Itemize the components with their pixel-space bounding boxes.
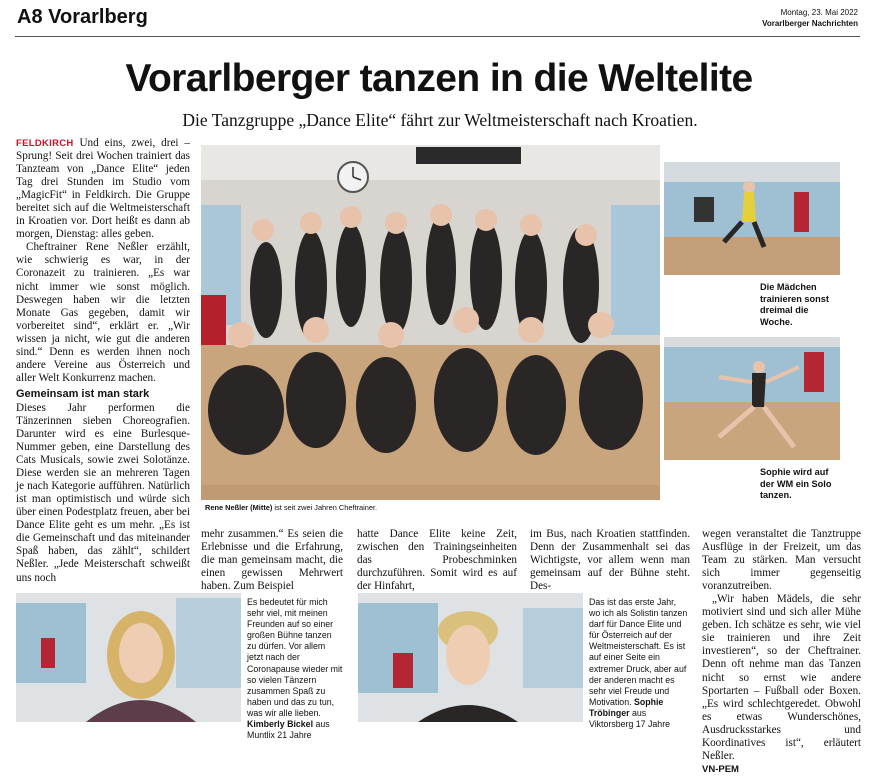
side-photo-solo xyxy=(664,337,840,460)
quote-kimberly-origin: aus Muntlix 21 Jahre xyxy=(247,719,330,741)
side-photo-training xyxy=(664,162,840,275)
page-section-label: A8 Vorarlberg xyxy=(17,6,148,28)
headline: Vorarlberger tanzen in die Weltelite xyxy=(125,57,753,100)
training-photo-illustration xyxy=(664,162,840,275)
quote-sophie-text: Das ist das erste Jahr, wo ich als Solistin tanzen darf für Dance Elite und für Österreich auf der Weltmeisterschaft. Es ist auf einer Seite ein extremer Druck, aber auf der anderen macht es sehr viel Freude und Motivation. xyxy=(589,597,688,707)
paragraph-3: Dieses Jahr performen die Tänzerinnen sieben Choreografien. Darunter wird es eine Burlesque-Nummer geben, eine Darstellung des Cats Musicals, sowie zwei Solotänze. Diese werden sie an mehreren Tagen je nach Kategorie aufführen. Natürlich ist man optimistisch und würde sich über einen Podestplatz freuen, aber bei Dance Elite geht es um mehr. „Es ist die Gemeinschaft und das miteinander Spaß haben, das zählt“, schildert Neßler. „Jede Meisterschaft schweißt uns noch xyxy=(16,401,190,584)
subheadline: Die Tanzgruppe „Dance Elite“ fährt zur Weltmeisterschaft nach Kroatien. xyxy=(182,110,698,130)
caption-name: Rene Neßler (Mitte) xyxy=(205,503,273,512)
quote-kimberly xyxy=(247,597,343,741)
main-photo-caption xyxy=(205,502,655,513)
portrait-kimberly xyxy=(16,593,241,722)
kimberly-portrait-illustration xyxy=(16,593,241,722)
col5-paragraph-1: wegen veranstaltet die Tanztruppe Ausflüge in der Freizeit, um das Team zu stärken. Man versucht sich immer gegenseitig voranzutreiben. xyxy=(702,528,861,593)
subhead: Gemeinsam ist man stark xyxy=(16,387,150,400)
article-column-4: im Bus, nach Kroatien stattfinden. Denn der Zusammenhalt sei das Wichtigste, vor allem wenn man gemeinsam auf der Bühne steht. Des- xyxy=(530,528,690,593)
issue-date: Montag, 23. Mai 2022 xyxy=(780,8,858,17)
quote-sophie xyxy=(589,597,689,730)
lead-paragraph: Und eins, zwei, drei – Sprung! Seit drei Wochen trainiert das Tanzteam von „Dance Elite“ jeden Tag drei Stunden im Studio vom „MagicFit“ in Feldkirch. Die Gruppe bereitet sich auf die Weltmeisterschaft in Kroatien vor. Dort heißt es dann ab morgen, Dienstag: alles geben. xyxy=(16,137,190,241)
byline: VN-PEM xyxy=(702,763,739,775)
article-column-3: hatte Dance Elite keine Zeit, zwischen den Trainingseinheiten das Probeschminken durchzuführen. Somit wird es auf der Hinfahrt, xyxy=(357,528,517,593)
side-caption-solo: Sophie wird auf der WM ein Solo tanzen. xyxy=(760,467,832,501)
portrait-sophie xyxy=(358,593,583,722)
solo-photo-illustration xyxy=(664,337,840,460)
article-column-2: mehr zusammen.“ Es seien die Erlebnisse und die Erfahrung, die man gemeinsam macht, die einen gewissen Mehrwert haben. Zum Beispiel xyxy=(201,528,343,593)
caption-text: ist seit zwei Jahren Cheftrainer. xyxy=(272,503,378,512)
paragraph-2: Cheftrainer Rene Neßler erzählt, wie schwierig es war, in der Coronazeit zu trainieren. „Es war nicht immer wie sonst möglich. Deswegen haben wir die letzten Monate Gas gegeben, damit wir vorbereitet sind“, erklärt er. „Wir wissen ja nicht, wie gut die anderen sind.“ Denn es werden ihnen noch andere Vereine aus Österreich und aller Welt Konkurrenz machen. xyxy=(16,241,190,384)
article-column-5 xyxy=(702,528,861,776)
group-photo-illustration xyxy=(201,145,660,500)
main-group-photo xyxy=(201,145,660,500)
side-caption-training: Die Mädchen trainieren sonst dreimal die Woche. xyxy=(760,282,829,327)
header-rule xyxy=(15,36,860,37)
dateline-kicker: FELDKIRCH xyxy=(16,138,74,149)
quote-kimberly-name: Kimberly Bickel xyxy=(247,719,314,730)
quote-sophie-origin: aus Viktorsberg 17 Jahre xyxy=(589,707,671,730)
quote-kimberly-text: Es bedeutet für mich sehr viel, mit meinen Freunden auf so einer großen Bühne tanzen zu dürfen. Vor allem jetzt nach der Coronapause wieder mit so vielen Tänzern zusammen Spaß zu haben und das zu tun, was wir alle lieben. xyxy=(247,597,343,718)
quote-sophie-name: Sophie Tröbinger xyxy=(589,696,664,718)
publication-name: Vorarlberger Nachrichten xyxy=(762,19,858,28)
col5-paragraph-2: „Wir haben Mädels, die sehr motiviert sind und sich aller Mühe geben. Ich schätze es sehr, wie viel sie trainieren und ihre Zeit investieren“, so der Cheftrainer. Denn oft nehme man das Tanzen nicht so ernst wie andere Sportarten – Fußball oder Boxen. „Es wird schlechtgeredet. Obwohl es etwas Wunderschönes, Ausdrucksstarkes und Koordinatives ist“, erläutert Neßler. xyxy=(702,593,861,762)
article-column-1 xyxy=(16,137,190,585)
sophie-portrait-illustration xyxy=(358,593,583,722)
